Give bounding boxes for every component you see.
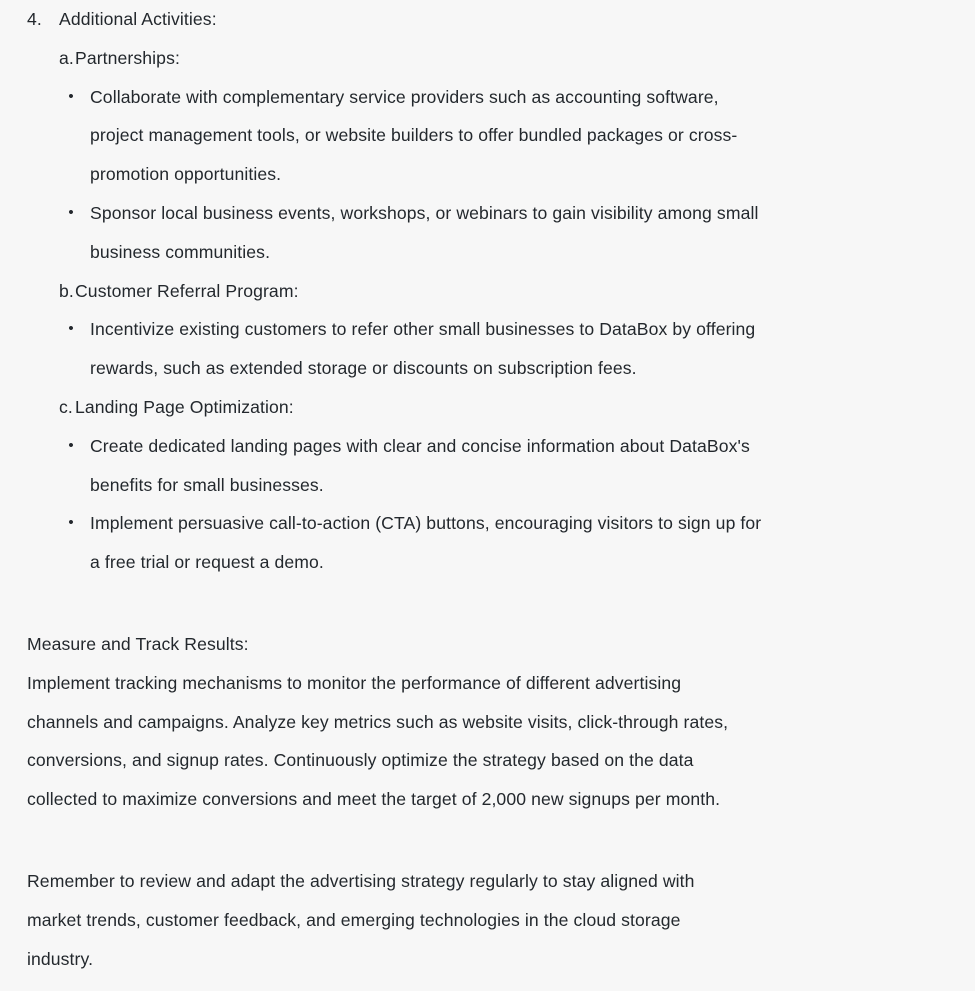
section-spacer (0, 582, 975, 625)
list-marker-letter: a. (59, 47, 74, 68)
bullet-text-line: Collaborate with complementary service providers such as accounting software, (90, 86, 719, 107)
bullet-text-line: project management tools, or website builders to offer bundled packages or cross- (90, 125, 738, 146)
paragraph-closing-reminder (0, 862, 975, 978)
list-marker-number: 4. (27, 9, 42, 29)
numbered-item-title: Additional Activities: (59, 9, 217, 29)
paragraph-line: Remember to review and adapt the advertising strategy regularly to stay aligned with (27, 870, 695, 891)
bullet-dot-icon: • (68, 514, 74, 532)
bullet-dot-icon: • (68, 87, 74, 105)
list-marker-letter: b. (59, 280, 74, 301)
lettered-list-item-b (0, 272, 975, 311)
lettered-item-title: Landing Page Optimization: (75, 396, 294, 417)
bullet-text-line: Incentivize existing customers to refer other small businesses to DataBox by offering (90, 319, 756, 340)
bullet-text-line: Sponsor local business events, workshops, or webinars to gain visibility among small (90, 202, 759, 223)
bullet-dot-icon: • (68, 320, 74, 338)
bullet-text-line: Implement persuasive call-to-action (CTA) buttons, encouraging visitors to sign up for (90, 513, 762, 534)
bullet-text-line: business communities. (90, 241, 271, 262)
paragraph-line: market trends, customer feedback, and emerging technologies in the cloud storage (27, 909, 681, 930)
bullet-list-item (0, 504, 975, 582)
bullet-list-item (0, 427, 975, 505)
paragraph-line: industry. (27, 948, 94, 969)
lettered-list-item-a (0, 39, 975, 78)
bullet-list-item (0, 194, 975, 272)
paragraph-line: channels and campaigns. Analyze key metrics such as website visits, click-through rates, (27, 711, 729, 732)
bullet-text-line: benefits for small businesses. (90, 474, 324, 495)
paragraph-measure-and-track-results (0, 625, 975, 819)
lettered-list-item-c (0, 388, 975, 427)
paragraph-line: Measure and Track Results: (27, 633, 249, 654)
lettered-item-title: Partnerships: (75, 47, 180, 68)
bullet-dot-icon: • (68, 203, 74, 221)
bullet-dot-icon: • (68, 436, 74, 454)
bullet-text-line: promotion opportunities. (90, 164, 282, 185)
bullet-text-line: rewards, such as extended storage or discounts on subscription fees. (90, 358, 637, 379)
paragraph-line: conversions, and signup rates. Continuously optimize the strategy based on the data (27, 750, 694, 771)
bullet-list-item (0, 78, 975, 194)
paragraph-line: Implement tracking mechanisms to monitor the performance of different advertising (27, 672, 682, 693)
bullet-text-line: Create dedicated landing pages with clear and concise information about DataBox's (90, 435, 750, 456)
lettered-item-title: Customer Referral Program: (75, 280, 299, 301)
bullet-text-line: a free trial or request a demo. (90, 552, 324, 573)
bullet-list-item (0, 310, 975, 388)
numbered-list-item-4 (0, 0, 975, 39)
list-marker-letter: c. (59, 396, 73, 417)
paragraph-spacer (0, 819, 975, 862)
paragraph-line: collected to maximize conversions and meet the target of 2,000 new signups per month. (27, 789, 721, 810)
